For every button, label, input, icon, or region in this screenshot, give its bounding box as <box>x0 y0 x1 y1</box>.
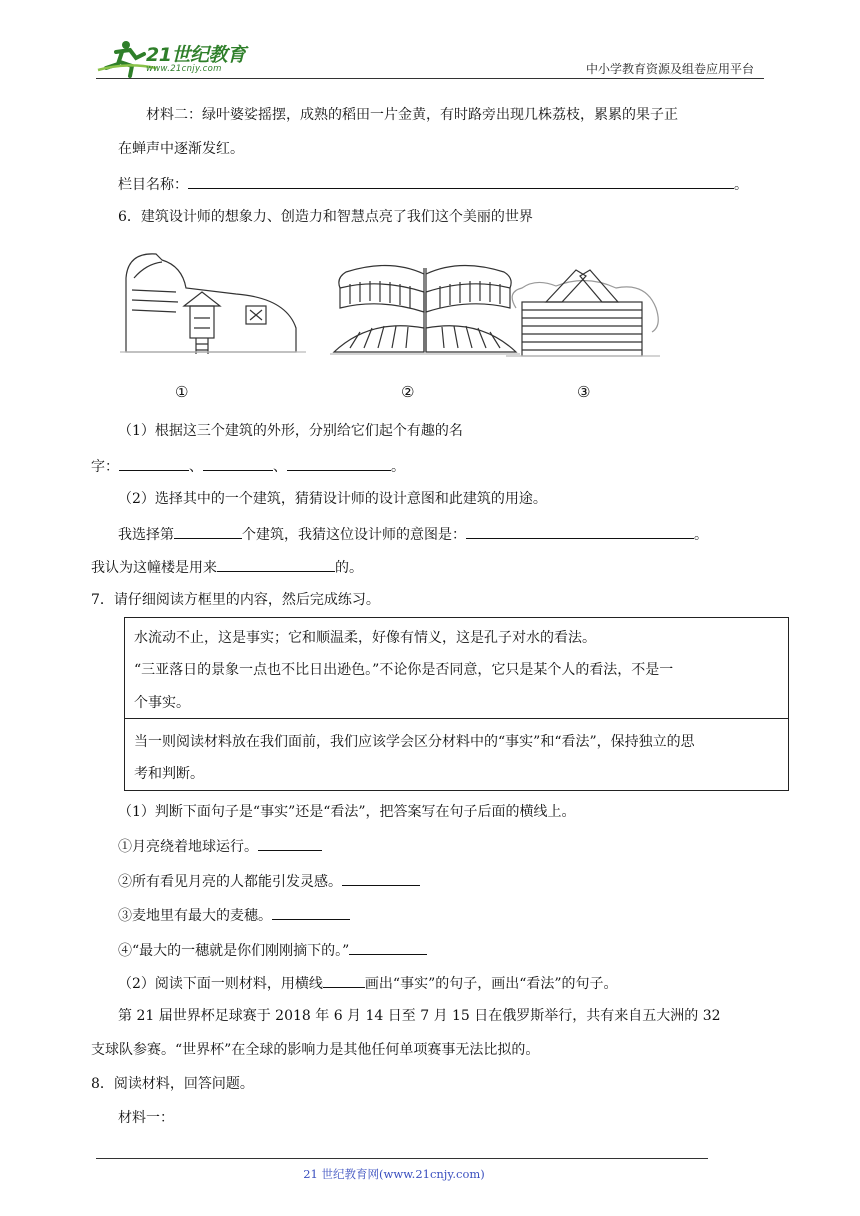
material2-line1: 材料二：绿叶婆娑摇摆，成熟的稻田一片金黄，有时路旁出现几株荔枝，累累的果子正 <box>146 107 678 123</box>
use-suffix: 的。 <box>335 560 363 576</box>
item-text: ③麦地里有最大的麦穗。 <box>118 908 272 924</box>
box-line2: “三亚落日的景象一点也不比日出逊色。”不论你是否同意，它只是某个人的看法，不是一 <box>134 662 674 678</box>
q6-choose-row <box>118 524 708 544</box>
choose-blank[interactable] <box>174 524 242 539</box>
item-text: ④“最大的一穗就是你们刚刚摘下的。” <box>118 943 350 959</box>
basket-building-icon <box>506 270 660 356</box>
sub2-suffix: 画出“事实”的句子，画出“看法”的句子。 <box>364 976 618 992</box>
use-prefix: 我认为这幢楼是用来 <box>91 560 217 576</box>
name-blank-3[interactable] <box>287 456 391 471</box>
box-line4: 当一则阅读材料放在我们面前，我们应该学会区分材料中的“事实”和“看法”，保持独立的思 <box>134 734 695 750</box>
logo-url: www.21cnjy.com <box>146 64 222 74</box>
use-blank[interactable] <box>217 557 335 572</box>
q8-title: 8．阅读材料，回答问题。 <box>91 1076 254 1092</box>
item-text: ②所有看见月亮的人都能引发灵感。 <box>118 874 342 890</box>
choose-mid: 个建筑，我猜这位设计师的意图是： <box>242 527 466 543</box>
material2-line2: 在蝉声中逐渐发红。 <box>118 141 244 157</box>
answer-blank-3[interactable] <box>272 905 350 920</box>
q6-title: 6．建筑设计师的想象力、创造力和智慧点亮了我们这个美丽的世界 <box>118 209 533 225</box>
q7-sub2 <box>118 973 618 993</box>
separator: 、 <box>273 459 287 475</box>
q6-use-row <box>91 557 363 577</box>
end-mark: 。 <box>734 177 748 193</box>
q7-item-3 <box>118 905 350 925</box>
q7-sub1: （1）判断下面句子是“事实”还是“看法”，把答案写在句子后面的横线上。 <box>118 804 576 820</box>
answer-blank-2[interactable] <box>342 871 420 886</box>
underline-sample <box>323 973 365 988</box>
name-blank-2[interactable] <box>203 456 273 471</box>
name-blank-1[interactable] <box>119 456 189 471</box>
name-prefix: 字： <box>91 459 119 475</box>
platform-name: 中小学教育资源及组卷应用平台 <box>585 62 754 76</box>
passage-line2: 支球队参赛。“世界杯”在全球的影响力是其他任何单项赛事无法比拟的。 <box>91 1042 540 1058</box>
q6-sub1-line1: （1）根据这三个建筑的外形，分别给它们起个有趣的名 <box>118 423 463 439</box>
q8-material1: 材料一： <box>118 1110 174 1126</box>
q7-title: 7．请仔细阅读方框里的内容，然后完成练习。 <box>91 592 380 608</box>
box-divider <box>125 718 788 719</box>
item-text: ①月亮绕着地球运行。 <box>118 839 258 855</box>
end-mark: 。 <box>694 527 708 543</box>
footer-text[interactable]: 21 世纪教育网(www.21cnjy.com) <box>303 1167 485 1181</box>
caption-3: ③ <box>577 383 591 401</box>
answer-blank-4[interactable] <box>349 940 427 955</box>
answer-blank-1[interactable] <box>258 836 322 851</box>
shoe-house-icon <box>120 254 306 354</box>
box-line1: 水流动不止，这是事实；它和顺温柔，好像有情义，这是孔子对水的看法。 <box>134 630 596 646</box>
q7-item-2 <box>118 871 420 891</box>
logo-text: 21世纪教育 <box>146 44 246 66</box>
box-line3: 个事实。 <box>134 695 190 711</box>
q7-item-1 <box>118 836 322 856</box>
q6-name-row <box>91 456 405 476</box>
caption-1: ① <box>175 383 189 401</box>
q6-sub2: （2）选择其中的一个建筑，猜猜设计师的设计意图和此建筑的用途。 <box>118 491 547 507</box>
book-building-icon <box>330 265 520 354</box>
footer <box>0 1166 860 1182</box>
q7-item-4 <box>118 940 427 960</box>
end-mark: 。 <box>391 459 405 475</box>
box-line5: 考和判断。 <box>134 766 204 782</box>
separator: 、 <box>189 459 203 475</box>
intent-blank[interactable] <box>466 524 694 539</box>
caption-2: ② <box>401 383 415 401</box>
header-divider <box>96 78 764 79</box>
sub2-prefix: （2）阅读下面一则材料，用横线 <box>118 976 323 992</box>
passage-line1: 第 21 届世界杯足球赛于 2018 年 6 月 14 日至 7 月 15 日在俄罗斯举行，共有来自五大洲的 32 <box>118 1008 721 1024</box>
choose-prefix: 我选择第 <box>118 527 174 543</box>
column-name-blank[interactable] <box>188 174 734 189</box>
footer-divider <box>96 1158 708 1159</box>
column-name-row <box>118 174 748 194</box>
column-name-label: 栏目名称： <box>118 177 188 193</box>
